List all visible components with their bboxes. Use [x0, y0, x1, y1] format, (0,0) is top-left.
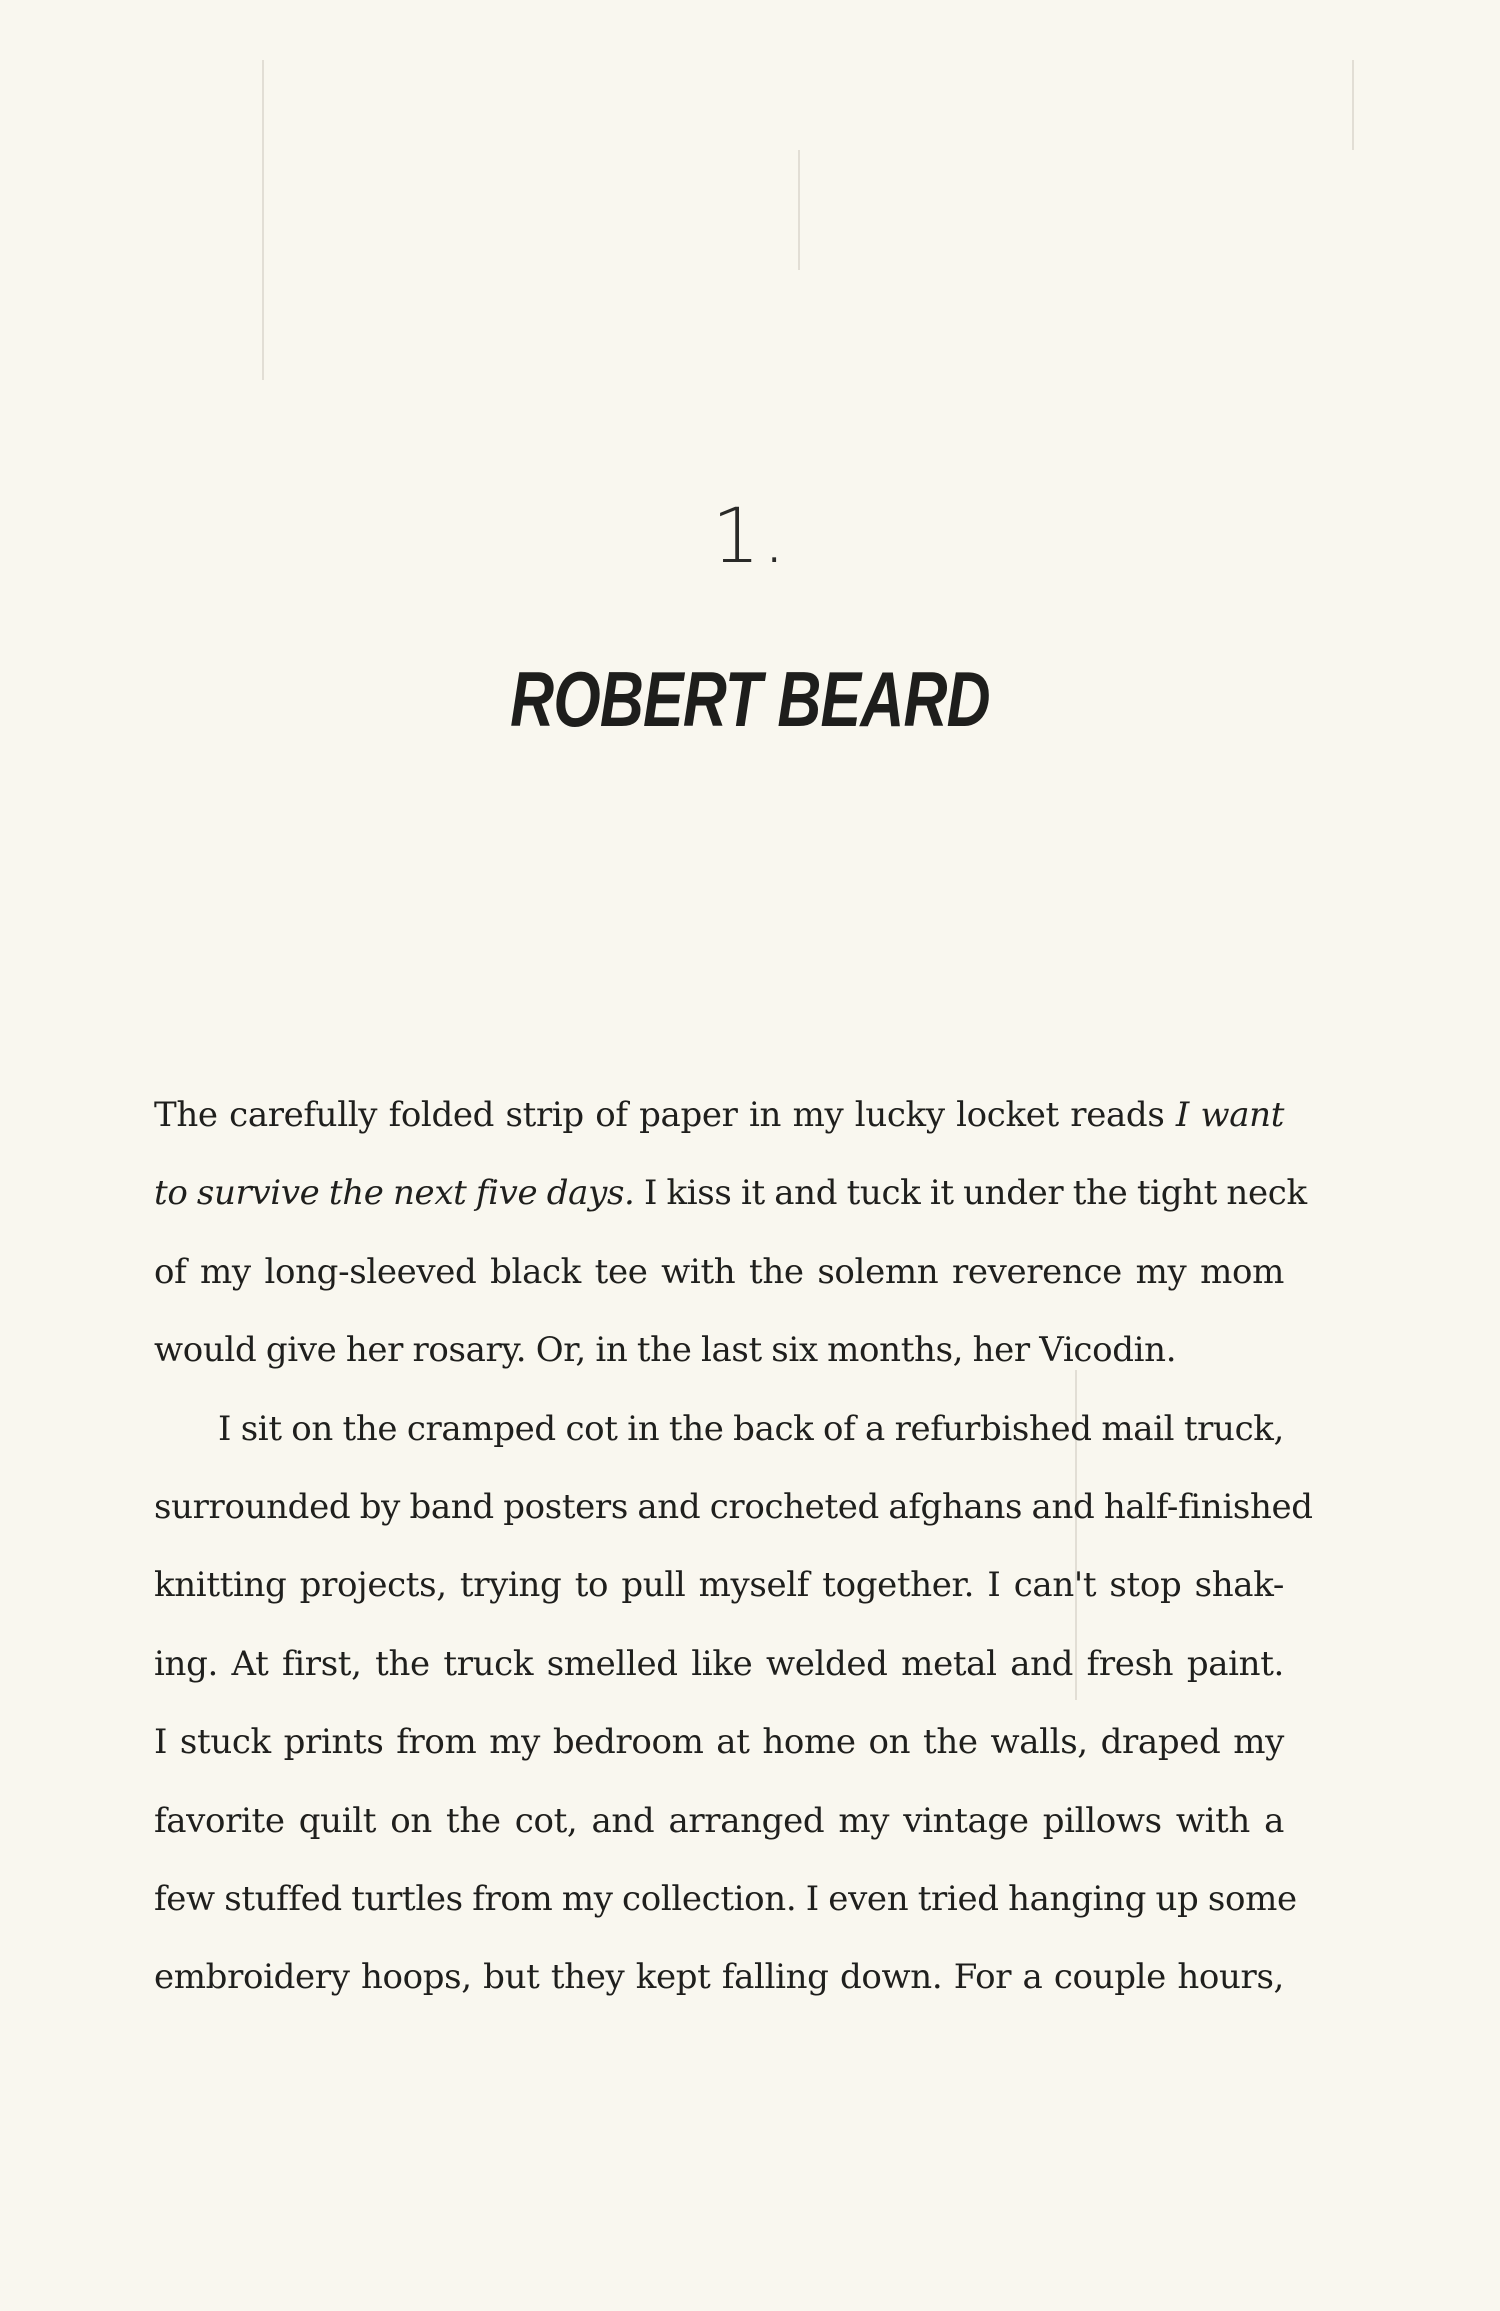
text-line — [154, 1390, 1284, 1468]
text-segment: The carefully folded strip of paper in my lucky locket reads — [154, 1095, 1176, 1135]
text-segment: knitting projects, trying to pull myself together. I can't stop shak- — [154, 1565, 1284, 1606]
text-segment: I stuck prints from my bedroom at home on the walls, draped my — [154, 1722, 1284, 1763]
text-segment: few stuffed turtles from my collection. I even tried hanging up some — [154, 1878, 1297, 1919]
text-segment: embroidery hoops, but they kept falling down. For a couple hours, — [154, 1957, 1284, 1998]
text-line — [154, 1154, 1307, 1232]
page-scuff-mark — [798, 150, 800, 270]
chapter-body-text — [154, 1076, 1313, 2017]
text-line — [154, 1468, 1313, 1546]
text-line — [154, 1782, 1284, 1860]
text-line — [154, 1546, 1284, 1624]
text-segment: surrounded by band posters and crocheted afghans and half-finished — [154, 1486, 1313, 1527]
text-segment: would give her rosary. Or, in the last six months, her Vicodin. — [154, 1330, 1177, 1371]
text-line — [154, 1703, 1284, 1781]
text-segment: favorite quilt on the cot, and arranged my vintage pillows with a — [154, 1800, 1284, 1841]
text-segment: of my long-sleeved black tee with the solemn reverence my mom — [154, 1251, 1284, 1292]
page-scuff-mark — [262, 60, 264, 380]
text-segment: I kiss it and tuck it under the tight neck — [634, 1173, 1307, 1214]
chapter-title: ROBERT BEARD — [510, 655, 990, 743]
text-segment: I sit on the cramped cot in the back of a refurbished mail truck, — [218, 1408, 1284, 1449]
text-segment: ing. At first, the truck smelled like welded metal and fresh paint. — [154, 1643, 1284, 1684]
italic-text-segment: to survive the next five days. — [154, 1173, 635, 1214]
text-line — [154, 1076, 1284, 1154]
text-line — [154, 1860, 1297, 1938]
text-line — [154, 1233, 1284, 1311]
italic-text-segment: I want — [1175, 1095, 1285, 1135]
page-scuff-mark — [1352, 60, 1354, 150]
text-line — [154, 1938, 1284, 2016]
text-line — [154, 1625, 1284, 1703]
chapter-number: 1. — [711, 491, 789, 580]
text-line — [154, 1311, 1284, 1389]
